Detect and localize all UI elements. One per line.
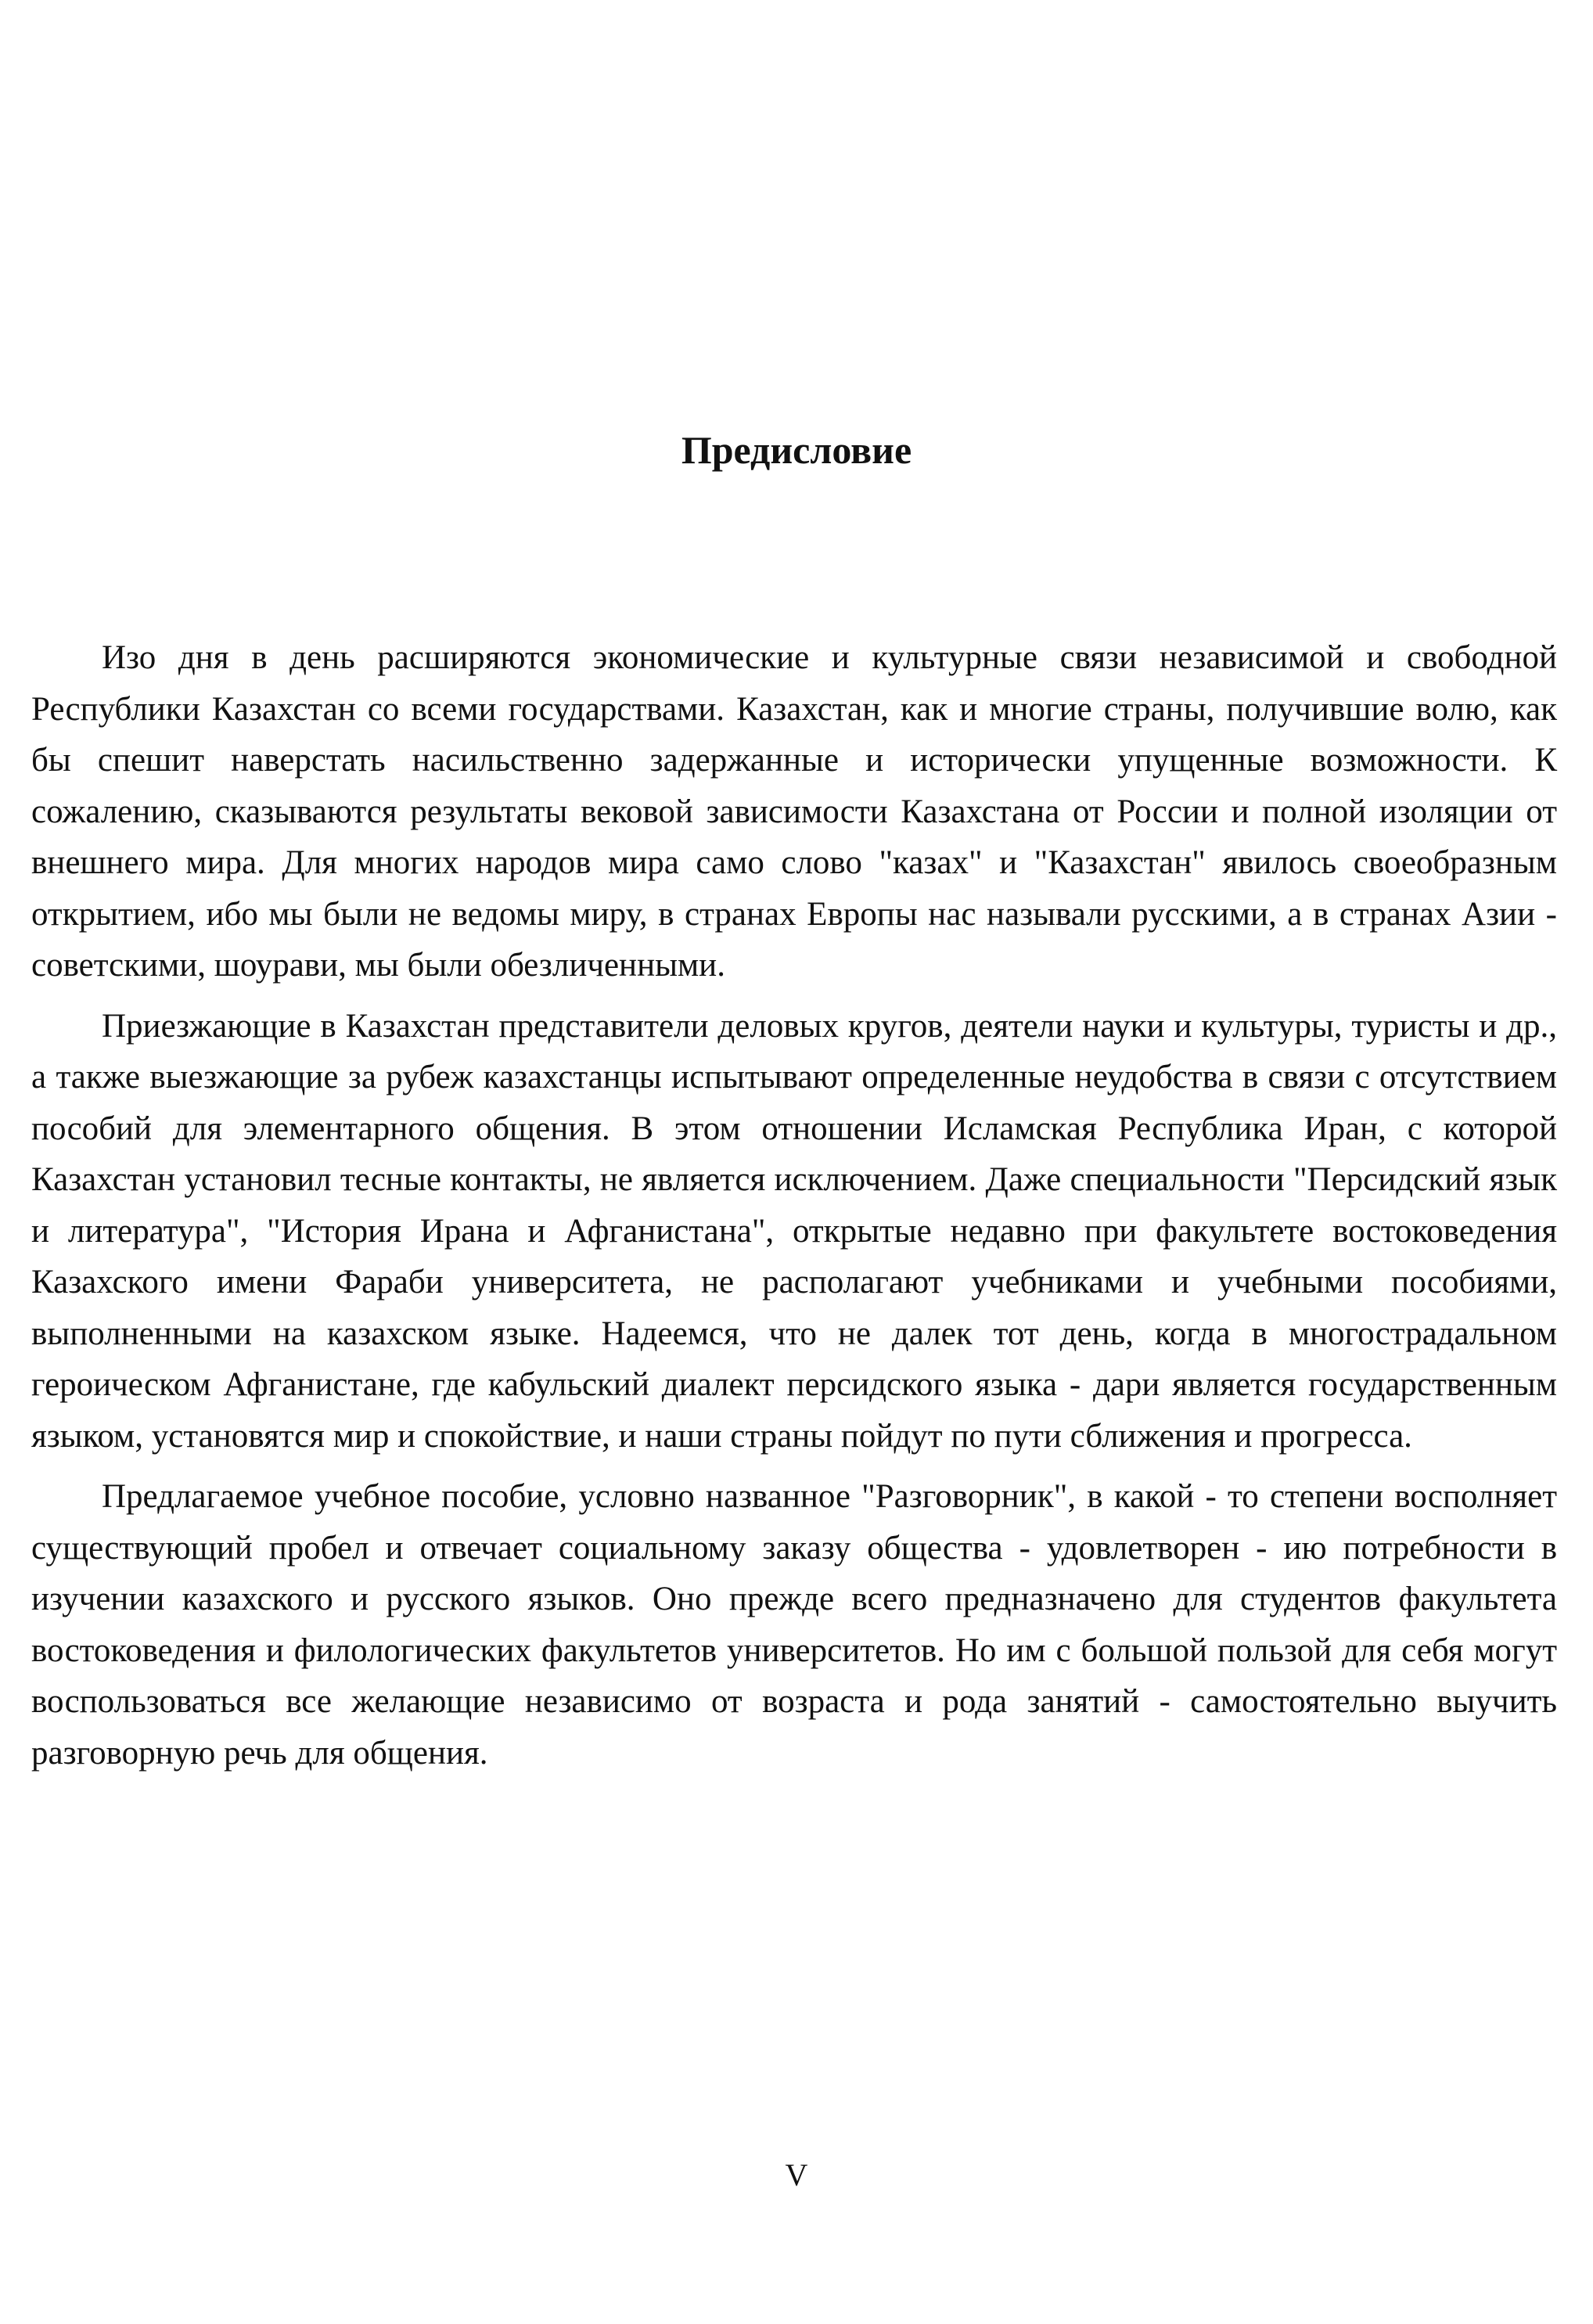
preface-body [31,632,1557,1788]
paragraph-2: Приезжающие в Казахстан представители деловых кругов, деятели науки и культуры, туристы и др., а также выезжающие за рубеж казахстанцы испытывают определенные неудобства в связи с отсутствием пособий для элементарного общения. В этом отношении Исламская Республика Иран, с которой Казахстан установил тесные контакты, не является исключением. Даже специальности "Персидский язык и литература", "История Ирана и Афганистана", открытые недавно при факультете востоковедения Казахского имени Фараби университета, не располагают учебниками и учебными пособиями, выполненными на казахском языке. Надеемся, что не далек тот день, когда в многострадальном героическом Афганистане, где кабульский диалект персидского языка - дари является государственным языком, установятся мир и спокойствие, и наши страны пойдут по пути сближения и прогресса. [31,1007,1557,1455]
page-title: Предисловие [681,428,912,472]
paragraph-3: Предлагаемое учебное пособие, условно названное "Разговорник", в какой - то степени восполняет существующий пробел и отвечает социальному заказу общества - удовлетворен - ию потребности в изучении казахского и русского языков. Оно прежде всего предназначено для студентов факультета востоковедения и филологических факультетов университетов. Но им с большой пользой для себя могут воспользоваться все желающие независимо от возраста и рода занятий - самостоятельно выучить разговорную речь для общения. [31,1478,1557,1772]
page-number: V [785,2157,808,2193]
paragraph-1: Изо дня в день расширяются экономические и культурные связи независимой и свободной Республики Казахстан со всеми государствами. Казахстан, как и многие страны, получившие волю, как бы спешит наверстать насильственно задержанные и исторически упущенные возможности. К сожалению, сказываются результаты вековой зависимости Казахстана от России и полной изоляции от внешнего мира. Для многих народов мира само слово "казах" и "Казахстан" явилось своеобразным открытием, ибо мы были не ведомы миру, в странах Европы нас называли русскими, а в странах Азии - советскими, шоурави, мы были обезличенными. [31,639,1557,984]
